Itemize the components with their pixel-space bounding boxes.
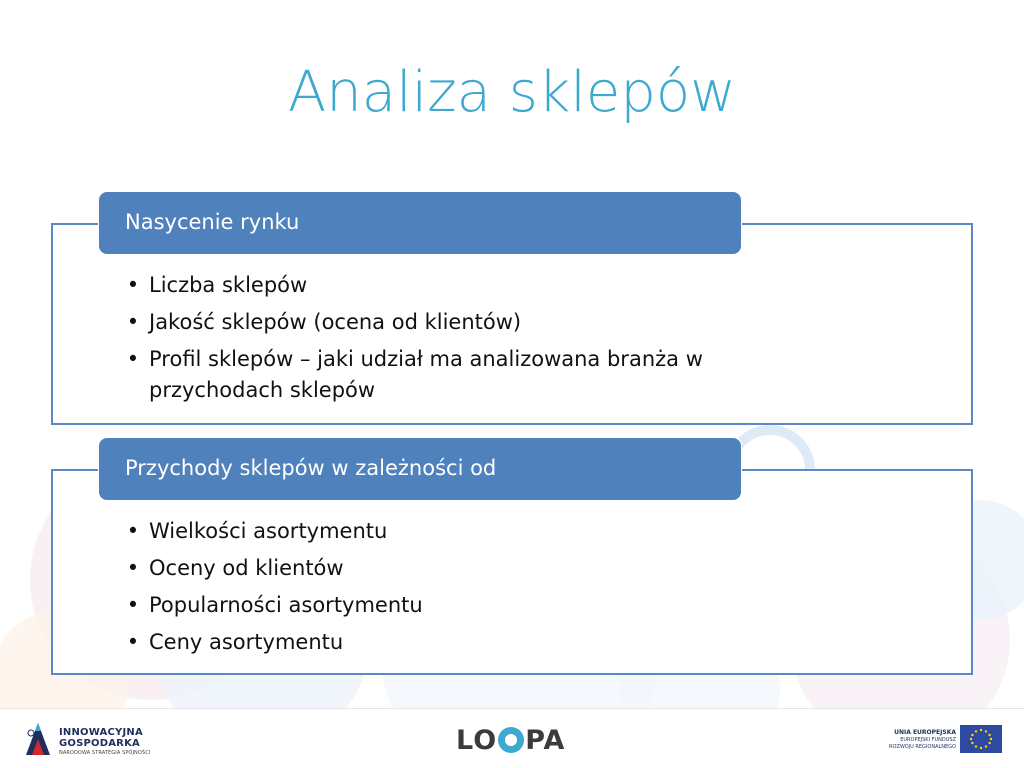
section-header-store-revenue: Przychody sklepów w zależności od [99,438,741,500]
slide-title: Analiza sklepów [288,60,736,125]
list-item [126,270,786,301]
list-item-text: Ceny asortymentu [149,630,344,654]
list-item-text: Popularności asortymentu [149,593,423,617]
bullet-marker: • [126,630,140,654]
list-item-text: Profil sklepów – jaki udział ma analizowana branża w przychodach sklepów [149,347,703,402]
bullet-marker: • [126,519,140,543]
list-item-text: Jakość sklepów (ocena od klientów) [149,310,522,334]
bullet-marker: • [126,593,140,617]
bullet-marker: • [126,310,140,334]
loopa-text-a: LO [456,724,498,756]
eu-line1: UNIA EUROPEJSKA [894,729,956,736]
bullet-marker: • [126,273,140,297]
eu-fund-logo [866,725,1006,757]
list-item [126,627,786,658]
list-item-text: Wielkości asortymentu [149,519,388,543]
section-header-market-saturation: Nasycenie rynku [99,192,741,254]
eu-flag-icon [960,725,1002,753]
list-item [126,590,786,621]
eu-line2: EUROPEJSKI FUNDUSZ [900,737,956,743]
gospodarka-text: GOSPODARKA [59,738,140,749]
bullet-marker: • [126,347,140,371]
loopa-logo [456,723,565,757]
innowacyjna-gospodarka-emblem-icon [22,719,54,763]
list-item [126,307,786,338]
list-item [126,516,786,547]
innowacyjna-gospodarka-logo [22,719,182,763]
innowacyjna-text: INNOWACYJNA [59,727,143,738]
bullet-list-market-saturation [126,270,786,412]
strategy-text: NARODOWA STRATEGIA SPÓJNOŚCI [59,750,151,756]
bullet-marker: • [126,556,140,580]
list-item [126,344,786,406]
footer-logo-bar [0,708,1024,768]
eu-line3: ROZWOJU REGIONALNEGO [888,744,956,750]
list-item-text: Liczba sklepów [149,273,308,297]
list-item-text: Oceny od klientów [149,556,344,580]
loopa-magnifier-icon [498,727,524,753]
list-item [126,553,786,584]
bullet-list-store-revenue [126,516,786,664]
loopa-text-b: PA [525,724,566,756]
